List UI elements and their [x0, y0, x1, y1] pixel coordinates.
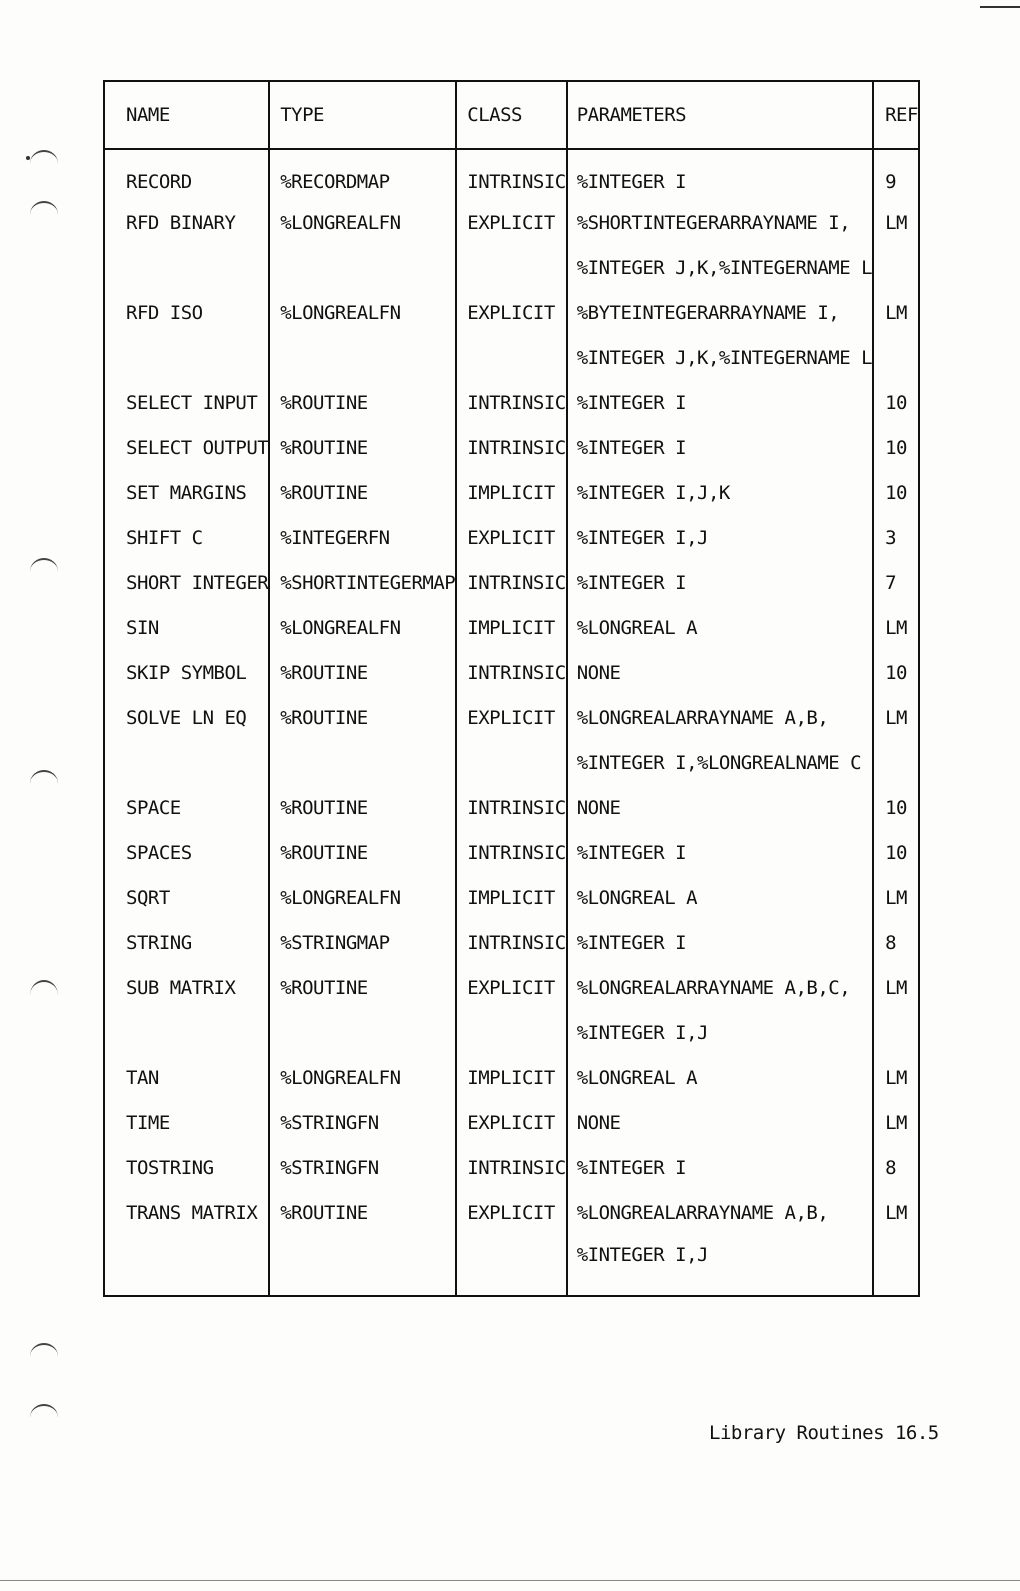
cell-type: %ROUTINE: [269, 965, 456, 1010]
cell-ref: LM: [873, 605, 919, 650]
cell-ref: 8: [873, 920, 919, 965]
cell-ref: 10: [873, 425, 919, 470]
cell-parameters: %INTEGER I,J,K: [567, 470, 873, 515]
cell-ref: LM: [873, 695, 919, 740]
cell-parameters: %INTEGER I: [567, 830, 873, 875]
cell-name: SHORT INTEGER: [104, 560, 269, 605]
table-header-row: [104, 81, 919, 149]
cell-parameters: %SHORTINTEGERARRAYNAME I,: [567, 200, 873, 245]
cell-type: %ROUTINE: [269, 785, 456, 830]
cell-name: RFD BINARY: [104, 200, 269, 245]
header-class: CLASS: [456, 81, 566, 149]
header-type: TYPE: [269, 81, 456, 149]
cell-name: SQRT: [104, 875, 269, 920]
cell-name: [104, 1235, 269, 1296]
cell-name: SET MARGINS: [104, 470, 269, 515]
cell-class: EXPLICIT: [456, 515, 566, 560]
page-edge-top: [980, 6, 1020, 8]
cell-ref: 10: [873, 785, 919, 830]
cell-ref: 10: [873, 380, 919, 425]
table-row: [104, 335, 919, 380]
cell-type: [269, 1010, 456, 1055]
table-body: [104, 149, 919, 1296]
cell-class: IMPLICIT: [456, 605, 566, 650]
cell-type: %LONGREALFN: [269, 290, 456, 335]
cell-type: %ROUTINE: [269, 695, 456, 740]
cell-parameters: %LONGREAL A: [567, 875, 873, 920]
cell-parameters: %INTEGER I: [567, 425, 873, 470]
cell-name: TAN: [104, 1055, 269, 1100]
cell-type: %ROUTINE: [269, 1190, 456, 1235]
cell-ref: LM: [873, 290, 919, 335]
cell-class: INTRINSIC: [456, 920, 566, 965]
cell-class: EXPLICIT: [456, 200, 566, 245]
cell-ref: LM: [873, 1100, 919, 1145]
cell-type: [269, 335, 456, 380]
cell-parameters: %INTEGER I,J: [567, 1235, 873, 1296]
cell-parameters: %BYTEINTEGERARRAYNAME I,: [567, 290, 873, 335]
cell-name: SKIP SYMBOL: [104, 650, 269, 695]
cell-ref: 10: [873, 830, 919, 875]
cell-name: SPACES: [104, 830, 269, 875]
cell-class: INTRINSIC: [456, 380, 566, 425]
cell-ref: LM: [873, 200, 919, 245]
cell-type: %STRINGFN: [269, 1100, 456, 1145]
cell-type: %RECORDMAP: [269, 149, 456, 200]
table-row: [104, 245, 919, 290]
cell-name: SPACE: [104, 785, 269, 830]
table-row: [104, 1100, 919, 1145]
cell-class: INTRINSIC: [456, 785, 566, 830]
cell-ref: LM: [873, 1190, 919, 1235]
cell-parameters: %INTEGER J,K,%INTEGERNAME L: [567, 335, 873, 380]
binder-hole-mark: [30, 201, 58, 217]
cell-class: EXPLICIT: [456, 1190, 566, 1235]
table-row: [104, 695, 919, 740]
cell-class: IMPLICIT: [456, 470, 566, 515]
cell-class: EXPLICIT: [456, 290, 566, 335]
cell-type: %ROUTINE: [269, 425, 456, 470]
cell-class: IMPLICIT: [456, 875, 566, 920]
cell-name: STRING: [104, 920, 269, 965]
cell-class: EXPLICIT: [456, 1100, 566, 1145]
cell-class: INTRINSIC: [456, 425, 566, 470]
cell-parameters: NONE: [567, 785, 873, 830]
cell-parameters: %INTEGER I,J: [567, 515, 873, 560]
cell-parameters: %LONGREALARRAYNAME A,B,: [567, 695, 873, 740]
cell-class: [456, 245, 566, 290]
table-row: [104, 1010, 919, 1055]
table-row: [104, 875, 919, 920]
cell-class: INTRINSIC: [456, 149, 566, 200]
cell-ref: [873, 740, 919, 785]
cell-type: %INTEGERFN: [269, 515, 456, 560]
cell-name: [104, 245, 269, 290]
cell-parameters: NONE: [567, 650, 873, 695]
cell-ref: [873, 335, 919, 380]
cell-parameters: %INTEGER I,%LONGREALNAME C: [567, 740, 873, 785]
cell-name: TRANS MATRIX: [104, 1190, 269, 1235]
cell-class: EXPLICIT: [456, 695, 566, 740]
binder-hole-mark: [30, 1404, 58, 1420]
cell-type: [269, 1235, 456, 1296]
cell-name: SELECT OUTPUT: [104, 425, 269, 470]
table-row: [104, 965, 919, 1010]
table-row: [104, 740, 919, 785]
cell-ref: 10: [873, 470, 919, 515]
table-row: [104, 1145, 919, 1190]
cell-parameters: %LONGREALARRAYNAME A,B,: [567, 1190, 873, 1235]
table-row: [104, 290, 919, 335]
cell-name: RFD ISO: [104, 290, 269, 335]
table-row: [104, 200, 919, 245]
cell-ref: 3: [873, 515, 919, 560]
table-row: [104, 470, 919, 515]
cell-class: INTRINSIC: [456, 650, 566, 695]
cell-parameters: %INTEGER I: [567, 560, 873, 605]
binder-hole-mark: [30, 980, 58, 998]
cell-ref: LM: [873, 875, 919, 920]
cell-parameters: %INTEGER I,J: [567, 1010, 873, 1055]
cell-class: [456, 740, 566, 785]
cell-class: EXPLICIT: [456, 965, 566, 1010]
binder-hole-mark: [30, 770, 58, 786]
cell-ref: 8: [873, 1145, 919, 1190]
cell-type: %ROUTINE: [269, 650, 456, 695]
cell-parameters: %INTEGER I: [567, 920, 873, 965]
cell-class: [456, 335, 566, 380]
cell-type: %ROUTINE: [269, 380, 456, 425]
table-row: [104, 1055, 919, 1100]
cell-ref: 7: [873, 560, 919, 605]
cell-ref: LM: [873, 965, 919, 1010]
cell-type: %ROUTINE: [269, 470, 456, 515]
table-row: [104, 560, 919, 605]
table-row: [104, 1190, 919, 1235]
cell-parameters: %INTEGER I: [567, 149, 873, 200]
table-row: [104, 605, 919, 650]
cell-class: INTRINSIC: [456, 1145, 566, 1190]
cell-name: [104, 335, 269, 380]
table-row: [104, 515, 919, 560]
table-row: [104, 425, 919, 470]
cell-class: [456, 1235, 566, 1296]
table-row: [104, 650, 919, 695]
cell-ref: 9: [873, 149, 919, 200]
cell-parameters: %INTEGER I: [567, 380, 873, 425]
table-row: [104, 1235, 919, 1296]
cell-ref: [873, 1235, 919, 1296]
cell-name: SIN: [104, 605, 269, 650]
cell-type: %STRINGFN: [269, 1145, 456, 1190]
table-row: [104, 830, 919, 875]
cell-class: INTRINSIC: [456, 560, 566, 605]
cell-name: RECORD: [104, 149, 269, 200]
cell-name: [104, 740, 269, 785]
cell-parameters: %LONGREALARRAYNAME A,B,C,: [567, 965, 873, 1010]
page-footer-label: Library Routines 16.5: [709, 1422, 939, 1444]
cell-parameters: NONE: [567, 1100, 873, 1145]
cell-name: SOLVE LN EQ: [104, 695, 269, 740]
cell-ref: LM: [873, 1055, 919, 1100]
library-routines-table: [103, 80, 920, 1297]
cell-name: [104, 1010, 269, 1055]
table-row: [104, 380, 919, 425]
binder-hole-mark: [30, 558, 58, 574]
table-row: [104, 785, 919, 830]
binder-hole-mark: [30, 150, 58, 166]
cell-type: %LONGREALFN: [269, 605, 456, 650]
cell-type: %LONGREALFN: [269, 1055, 456, 1100]
cell-name: SELECT INPUT: [104, 380, 269, 425]
cell-name: TIME: [104, 1100, 269, 1145]
cell-class: INTRINSIC: [456, 830, 566, 875]
cell-ref: [873, 245, 919, 290]
binder-hole-mark: [30, 1343, 58, 1359]
table-row: [104, 920, 919, 965]
header-ref: REF: [873, 81, 919, 149]
cell-ref: [873, 1010, 919, 1055]
table-row: [104, 149, 919, 200]
cell-class: [456, 1010, 566, 1055]
cell-name: SHIFT C: [104, 515, 269, 560]
header-name: NAME: [104, 81, 269, 149]
cell-name: SUB MATRIX: [104, 965, 269, 1010]
cell-parameters: %LONGREAL A: [567, 1055, 873, 1100]
cell-parameters: %INTEGER J,K,%INTEGERNAME L: [567, 245, 873, 290]
cell-type: %SHORTINTEGERMAP: [269, 560, 456, 605]
cell-type: %LONGREALFN: [269, 200, 456, 245]
page-edge-bottom: [0, 1580, 1020, 1581]
cell-type: %STRINGMAP: [269, 920, 456, 965]
header-parameters: PARAMETERS: [567, 81, 873, 149]
cell-class: IMPLICIT: [456, 1055, 566, 1100]
cell-type: %ROUTINE: [269, 830, 456, 875]
cell-parameters: %LONGREAL A: [567, 605, 873, 650]
cell-ref: 10: [873, 650, 919, 695]
cell-parameters: %INTEGER I: [567, 1145, 873, 1190]
cell-type: [269, 245, 456, 290]
cell-name: TOSTRING: [104, 1145, 269, 1190]
cell-type: %LONGREALFN: [269, 875, 456, 920]
cell-type: [269, 740, 456, 785]
